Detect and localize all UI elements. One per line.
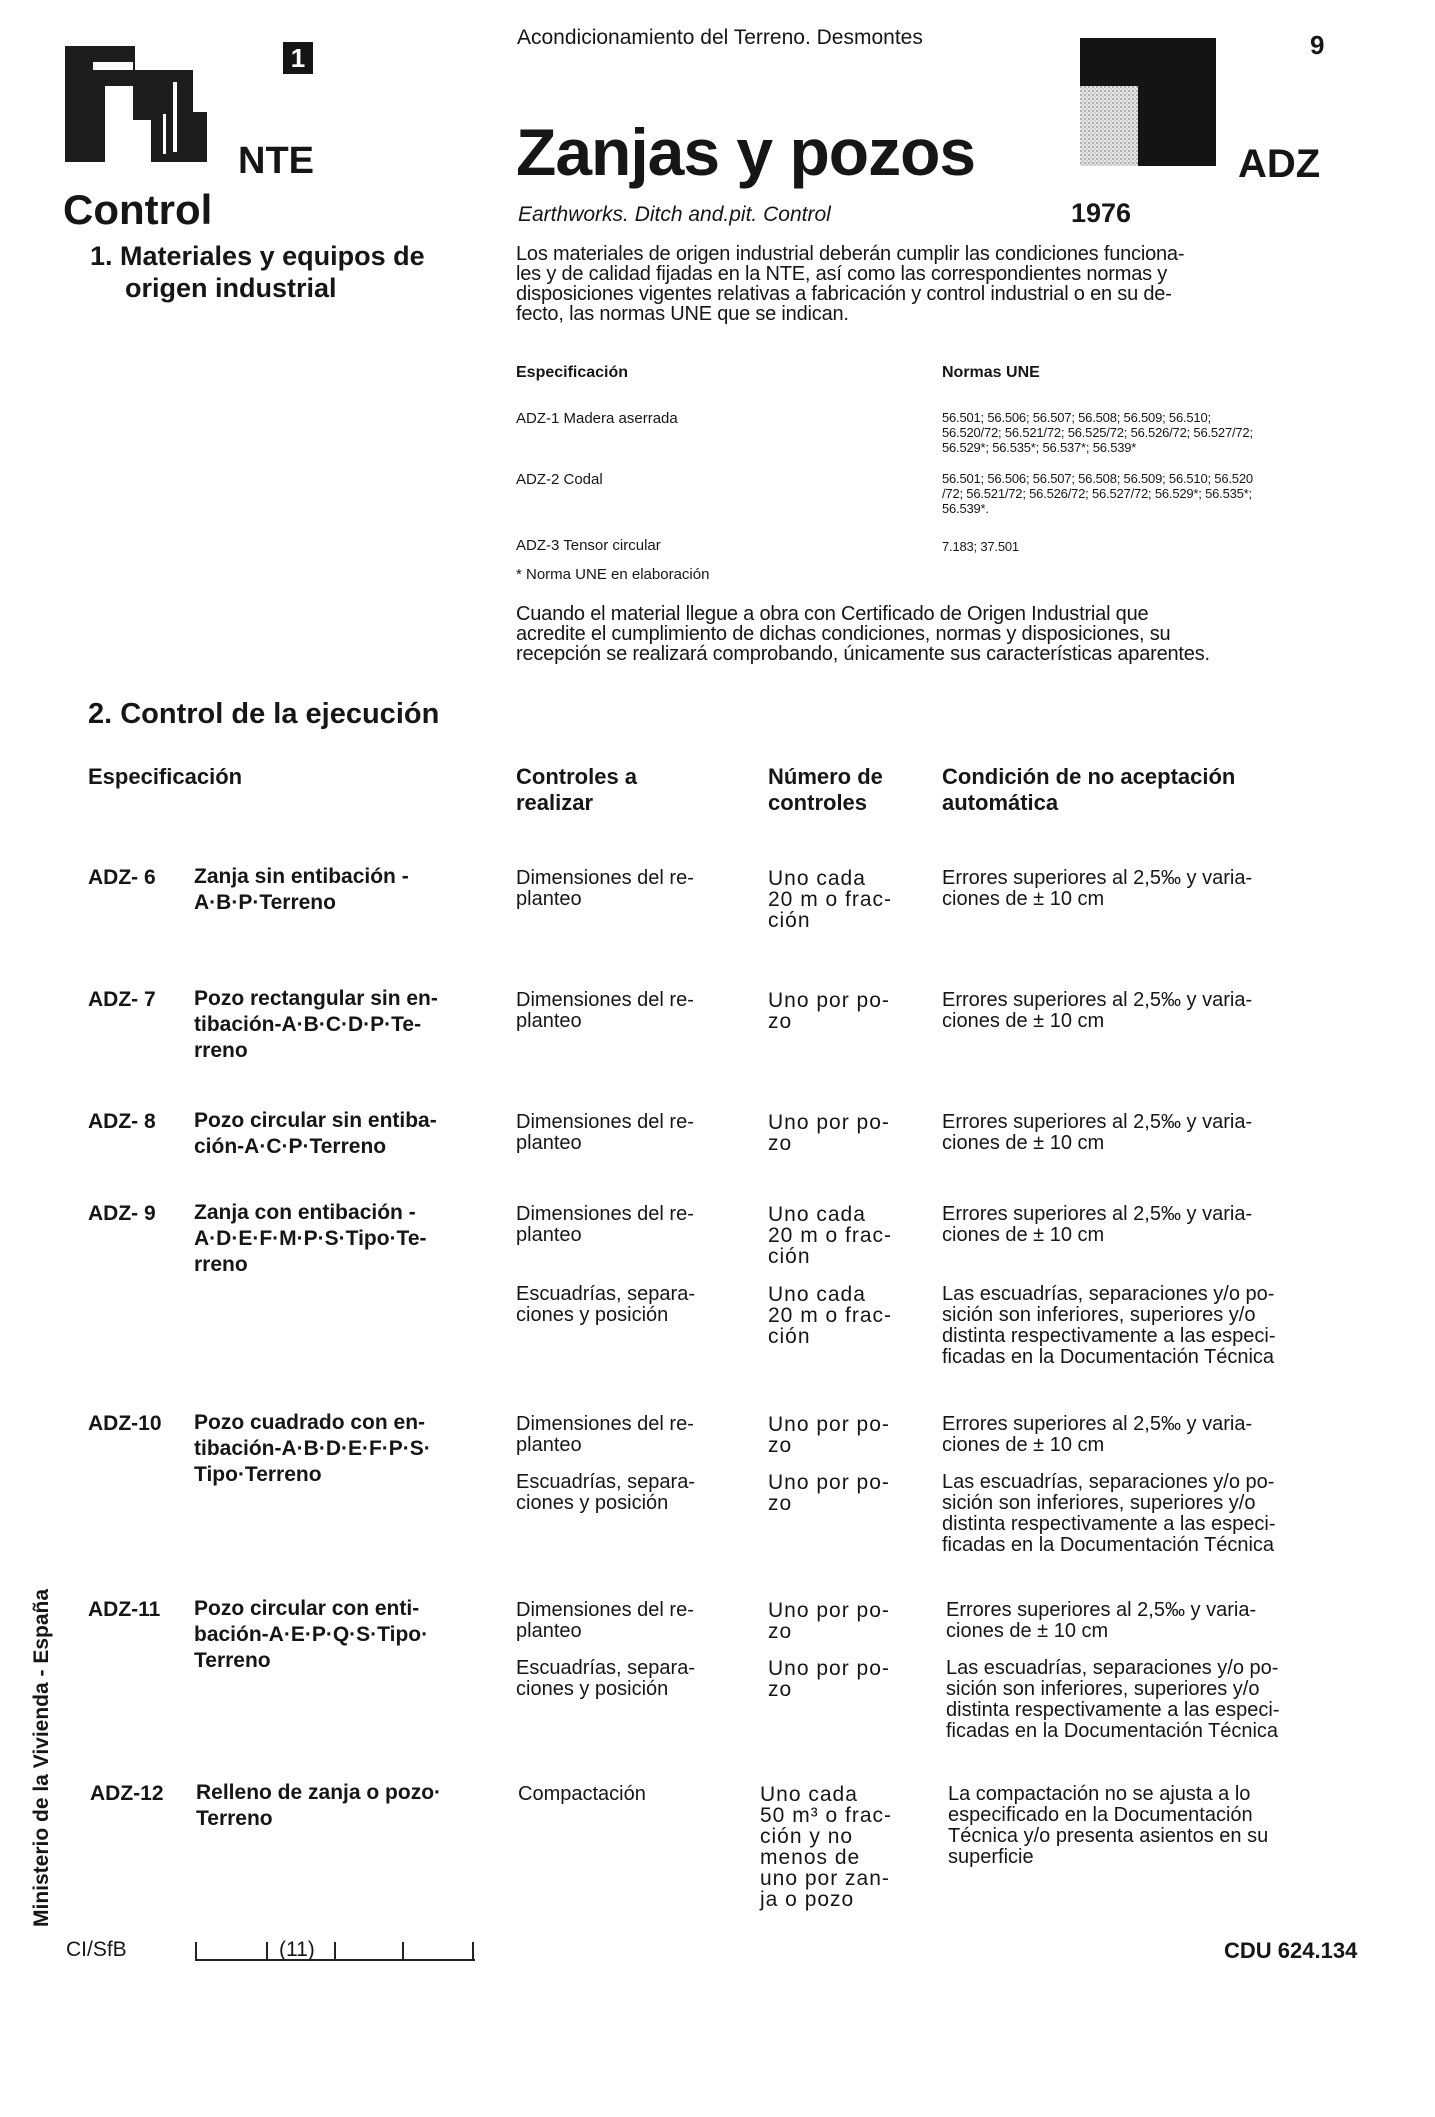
row-control [516,1472,695,1514]
col-header-line: Condición de no aceptación [942,764,1236,789]
row-spec [194,1596,428,1674]
topic-title: Acondicionamiento del Terreno. Desmontes [517,26,923,49]
row-number [768,1204,892,1267]
text-line: Los materiales de origen industrial deberán cumplir las condiciones funciona- [516,243,1185,265]
row-control [516,990,694,1032]
spec-line: Zanja sin entibación - [194,865,409,888]
cell-line: distinta respectivamente a las especi- [942,1513,1276,1535]
row-condition [942,990,1252,1032]
cell-line: La compactación no se ajusta a lo [948,1783,1251,1805]
row-spec [196,1780,441,1832]
spec-line: Pozo circular con enti- [194,1597,420,1620]
spec-line: Tipo·Terreno [194,1463,322,1486]
cell-line: planteo [516,1010,582,1032]
cell-line: Errores superiores al 2,5‰ y varia- [942,1111,1253,1133]
row-spec [194,1200,427,1278]
cell-line: Uno cada [768,1203,866,1226]
cell-line: Uno cada [768,867,866,890]
spec-line: ción-A·C·P·Terreno [194,1135,387,1158]
row-condition [942,1472,1276,1556]
page-title: Zanjas y pozos [516,115,976,189]
row-control [516,1204,694,1246]
row-condition [946,1658,1280,1742]
row-code: ADZ-11 [88,1598,161,1621]
cell-line: planteo [516,888,582,910]
row-number [768,868,892,931]
cell-line: especificado en la Documentación [948,1804,1253,1826]
row-number [768,1284,892,1347]
norm-line: 56.501; 56.506; 56.507; 56.508; 56.509; 56.510; [942,410,1211,425]
cell-line: 20 m o frac- [768,1224,893,1247]
cell-line: Errores superiores al 2,5‰ y varia- [942,989,1253,1011]
row-code: ADZ-12 [90,1782,164,1805]
cell-line: Errores superiores al 2,5‰ y varia- [942,1203,1253,1225]
cell-line: Dimensiones del re- [516,867,694,889]
row-code: ADZ- 9 [88,1202,156,1225]
row-code: ADZ- 7 [88,988,156,1011]
cell-line: sición son inferiores, superiores y/o [942,1304,1256,1326]
material-spec: ADZ-3 Tensor circular [516,537,661,554]
row-number [768,1112,890,1154]
cell-line: Uno por po- [768,1657,890,1680]
cell-line: Uno por po- [768,1471,890,1494]
norm-line: 56.520/72; 56.521/72; 56.525/72; 56.526/72; 56.527/72; [942,425,1253,440]
cell-line: sición son inferiores, superiores y/o [942,1492,1256,1514]
cell-line: ciones y posición [516,1492,669,1514]
row-condition [942,868,1252,910]
material-spec: ADZ-2 Codal [516,471,603,488]
row-condition [942,1284,1276,1368]
cell-line: Compactación [518,1783,646,1805]
cisfb-scale [195,1938,475,1962]
spec-line: Terreno [196,1807,273,1830]
cell-line: uno por zan- [760,1867,890,1890]
col-header-line: Número de [768,764,883,789]
english-subtitle: Earthworks. Ditch and.pit. Control [518,203,831,226]
section-1-heading-line: 1. Materiales y equipos de [90,241,425,271]
footnote: * Norma UNE en elaboración [516,566,710,583]
col-header-line: realizar [516,790,594,815]
cell-line: Dimensiones del re- [516,1203,694,1225]
row-spec [194,986,438,1064]
row-control [516,868,694,910]
row-condition [946,1600,1256,1642]
col-header-spec: Especificación [88,764,243,789]
cell-line: planteo [516,1434,582,1456]
row-number [768,1600,890,1642]
cell-line: Escuadrías, separa- [516,1657,695,1679]
cell-line: ciones de ± 10 cm [946,1620,1109,1642]
cell-line: zo [768,1434,793,1457]
row-control [516,1600,694,1642]
cell-line: Dimensiones del re- [516,1599,694,1621]
row-spec [194,1410,431,1488]
cell-line: ción [768,909,811,932]
cell-line: zo [768,1620,793,1643]
cell-line: planteo [516,1132,582,1154]
cell-line: Escuadrías, separa- [516,1471,695,1493]
row-code: ADZ-10 [88,1412,162,1435]
spec-line: rreno [194,1039,248,1062]
section-heading: Control [63,186,213,233]
spec-line: Pozo cuadrado con en- [194,1411,426,1434]
row-number [768,1472,890,1514]
nte-label: NTE [238,140,314,182]
cell-line: Uno cada [760,1783,858,1806]
row-number [768,1658,890,1700]
norm-line: 7.183; 37.501 [942,539,1019,554]
spec-line: Pozo rectangular sin en- [194,987,438,1010]
material-norms [942,410,1253,455]
col-header-line: Controles a [516,764,638,789]
text-line: acredite el cumplimiento de dichas condiciones, normas y disposiciones, su [516,623,1171,645]
cell-line: planteo [516,1224,582,1246]
material-norms [942,539,1019,554]
material-spec: ADZ-1 Madera aserrada [516,410,678,427]
cell-line: Uno por po- [768,989,890,1012]
spec-line: Terreno [194,1649,271,1672]
cell-line: Las escuadrías, separaciones y/o po- [946,1657,1279,1679]
cell-line: zo [768,1132,793,1155]
cell-line: ciones de ± 10 cm [942,1010,1105,1032]
row-control [516,1284,695,1326]
cell-line: Las escuadrías, separaciones y/o po- [942,1283,1275,1305]
norm-line: 56.501; 56.506; 56.507; 56.508; 56.509; 56.510; 56.520 [942,471,1253,486]
cisfb-code: (11) [279,1938,315,1961]
spec-line: bación-A·E·P·Q·S·Tipo· [194,1623,429,1646]
cell-line: ción y no [760,1825,854,1848]
page-number: 9 [1310,30,1325,60]
cell-line: planteo [516,1620,582,1642]
text-line: les y de calidad fijadas en la NTE, así como las correspondientes normas y [516,263,1168,285]
row-condition [942,1414,1252,1456]
cell-line: ción [768,1325,811,1348]
cell-line: zo [768,1010,793,1033]
row-code: ADZ- 8 [88,1110,156,1133]
cell-line: Técnica y/o presenta asientos en su [948,1825,1269,1847]
row-condition [942,1112,1252,1154]
section-1-heading-line: origen industrial [125,273,337,303]
cell-line: distinta respectivamente a las especi- [942,1325,1276,1347]
row-control [518,1784,646,1805]
row-number [760,1784,892,1910]
cell-line: ja o pozo [760,1888,855,1911]
spec-line: Zanja con entibación - [194,1201,416,1224]
row-spec [194,864,409,916]
material-norms [942,471,1253,516]
cell-line: Dimensiones del re- [516,989,694,1011]
cell-line: ciones de ± 10 cm [942,1434,1105,1456]
cell-line: Uno cada [768,1283,866,1306]
row-spec [194,1108,437,1160]
spec-line: rreno [194,1253,248,1276]
cell-line: sición son inferiores, superiores y/o [946,1678,1260,1700]
cell-line: Dimensiones del re- [516,1111,694,1133]
spec-line: A·B·P·Terreno [194,891,336,914]
row-number [768,990,890,1032]
ministry-label: Ministerio de la Vivienda - España [30,1588,53,1927]
row-code: ADZ- 6 [88,866,156,889]
section-1-intro [516,244,1322,324]
row-condition [942,1204,1252,1246]
cell-line: ciones y posición [516,1678,669,1700]
col-header-line: automática [942,790,1059,815]
cell-line: Las escuadrías, separaciones y/o po- [942,1471,1275,1493]
spec-line: Pozo circular sin entiba- [194,1109,437,1132]
cisfb-label: CI/SfB [66,1938,127,1961]
document-code: ADZ [1238,142,1321,186]
col-header-controls [516,764,637,816]
cell-line: zo [768,1678,793,1701]
cell-line: ciones de ± 10 cm [942,1224,1105,1246]
row-number [768,1414,890,1456]
cell-line: Errores superiores al 2,5‰ y varia- [942,867,1253,889]
cell-line: 20 m o frac- [768,888,893,911]
section-1-closing [516,604,1322,664]
norm-line: 56.529*; 56.535*; 56.537*; 56.539* [942,440,1137,455]
section-1-heading [90,240,425,304]
cell-line: 20 m o frac- [768,1304,893,1327]
row-condition [948,1784,1268,1868]
row-control [516,1658,695,1700]
cell-line: ficadas en la Documentación Técnica [946,1720,1279,1742]
cell-line: Uno por po- [768,1599,890,1622]
spec-line: Relleno de zanja o pozo· [196,1781,442,1804]
materials-col-norms: Normas UNE [942,364,1040,381]
col-header-number [768,764,883,816]
text-line: disposiciones vigentes relativas a fabricación y control industrial o en su de- [516,283,1172,305]
nte-logo-icon [63,42,215,164]
cell-line: ficadas en la Documentación Técnica [942,1534,1275,1556]
cell-line: Errores superiores al 2,5‰ y varia- [942,1413,1253,1435]
year: 1976 [1071,198,1132,228]
spec-line: tibación-A·B·D·E·F·P·S· [194,1437,431,1460]
cell-line: zo [768,1492,793,1515]
logo-number-badge: 1 [283,42,313,74]
spec-line: tibación-A·B·C·D·P·Te- [194,1013,422,1036]
cell-line: superficie [948,1846,1034,1868]
cell-line: ciones y posición [516,1304,669,1326]
text-line: Cuando el material llegue a obra con Certificado de Origen Industrial que [516,603,1149,625]
col-header-condition [942,764,1235,816]
cell-line: Uno por po- [768,1413,890,1436]
section-2-heading: 2. Control de la ejecución [88,698,440,730]
cell-line: ficadas en la Documentación Técnica [942,1346,1275,1368]
cell-line: Escuadrías, separa- [516,1283,695,1305]
cell-line: ción [768,1245,811,1268]
cell-line: Errores superiores al 2,5‰ y varia- [946,1599,1257,1621]
spec-line: A·D·E·F·M·P·S·Tipo·Te- [194,1227,427,1250]
cell-line: Dimensiones del re- [516,1413,694,1435]
norm-line: 56.539*. [942,501,989,516]
row-control [516,1414,694,1456]
text-line: recepción se realizará comprobando, únicamente sus características aparentes. [516,643,1210,665]
cell-line: menos de [760,1846,861,1869]
row-control [516,1112,694,1154]
col-header-line: controles [768,790,868,815]
cell-line: Uno por po- [768,1111,890,1134]
materials-col-spec: Especificación [516,364,629,381]
cdu-code: CDU 624.134 [1224,1938,1358,1963]
adz-block-icon [1080,38,1216,166]
cell-line: ciones de ± 10 cm [942,888,1105,910]
cell-line: 50 m³ o frac- [760,1804,893,1827]
cell-line: distinta respectivamente a las especi- [946,1699,1280,1721]
norm-line: /72; 56.521/72; 56.526/72; 56.527/72; 56.529*; 56.535*; [942,486,1252,501]
text-line: fecto, las normas UNE que se indican. [516,303,849,325]
cell-line: ciones de ± 10 cm [942,1132,1105,1154]
